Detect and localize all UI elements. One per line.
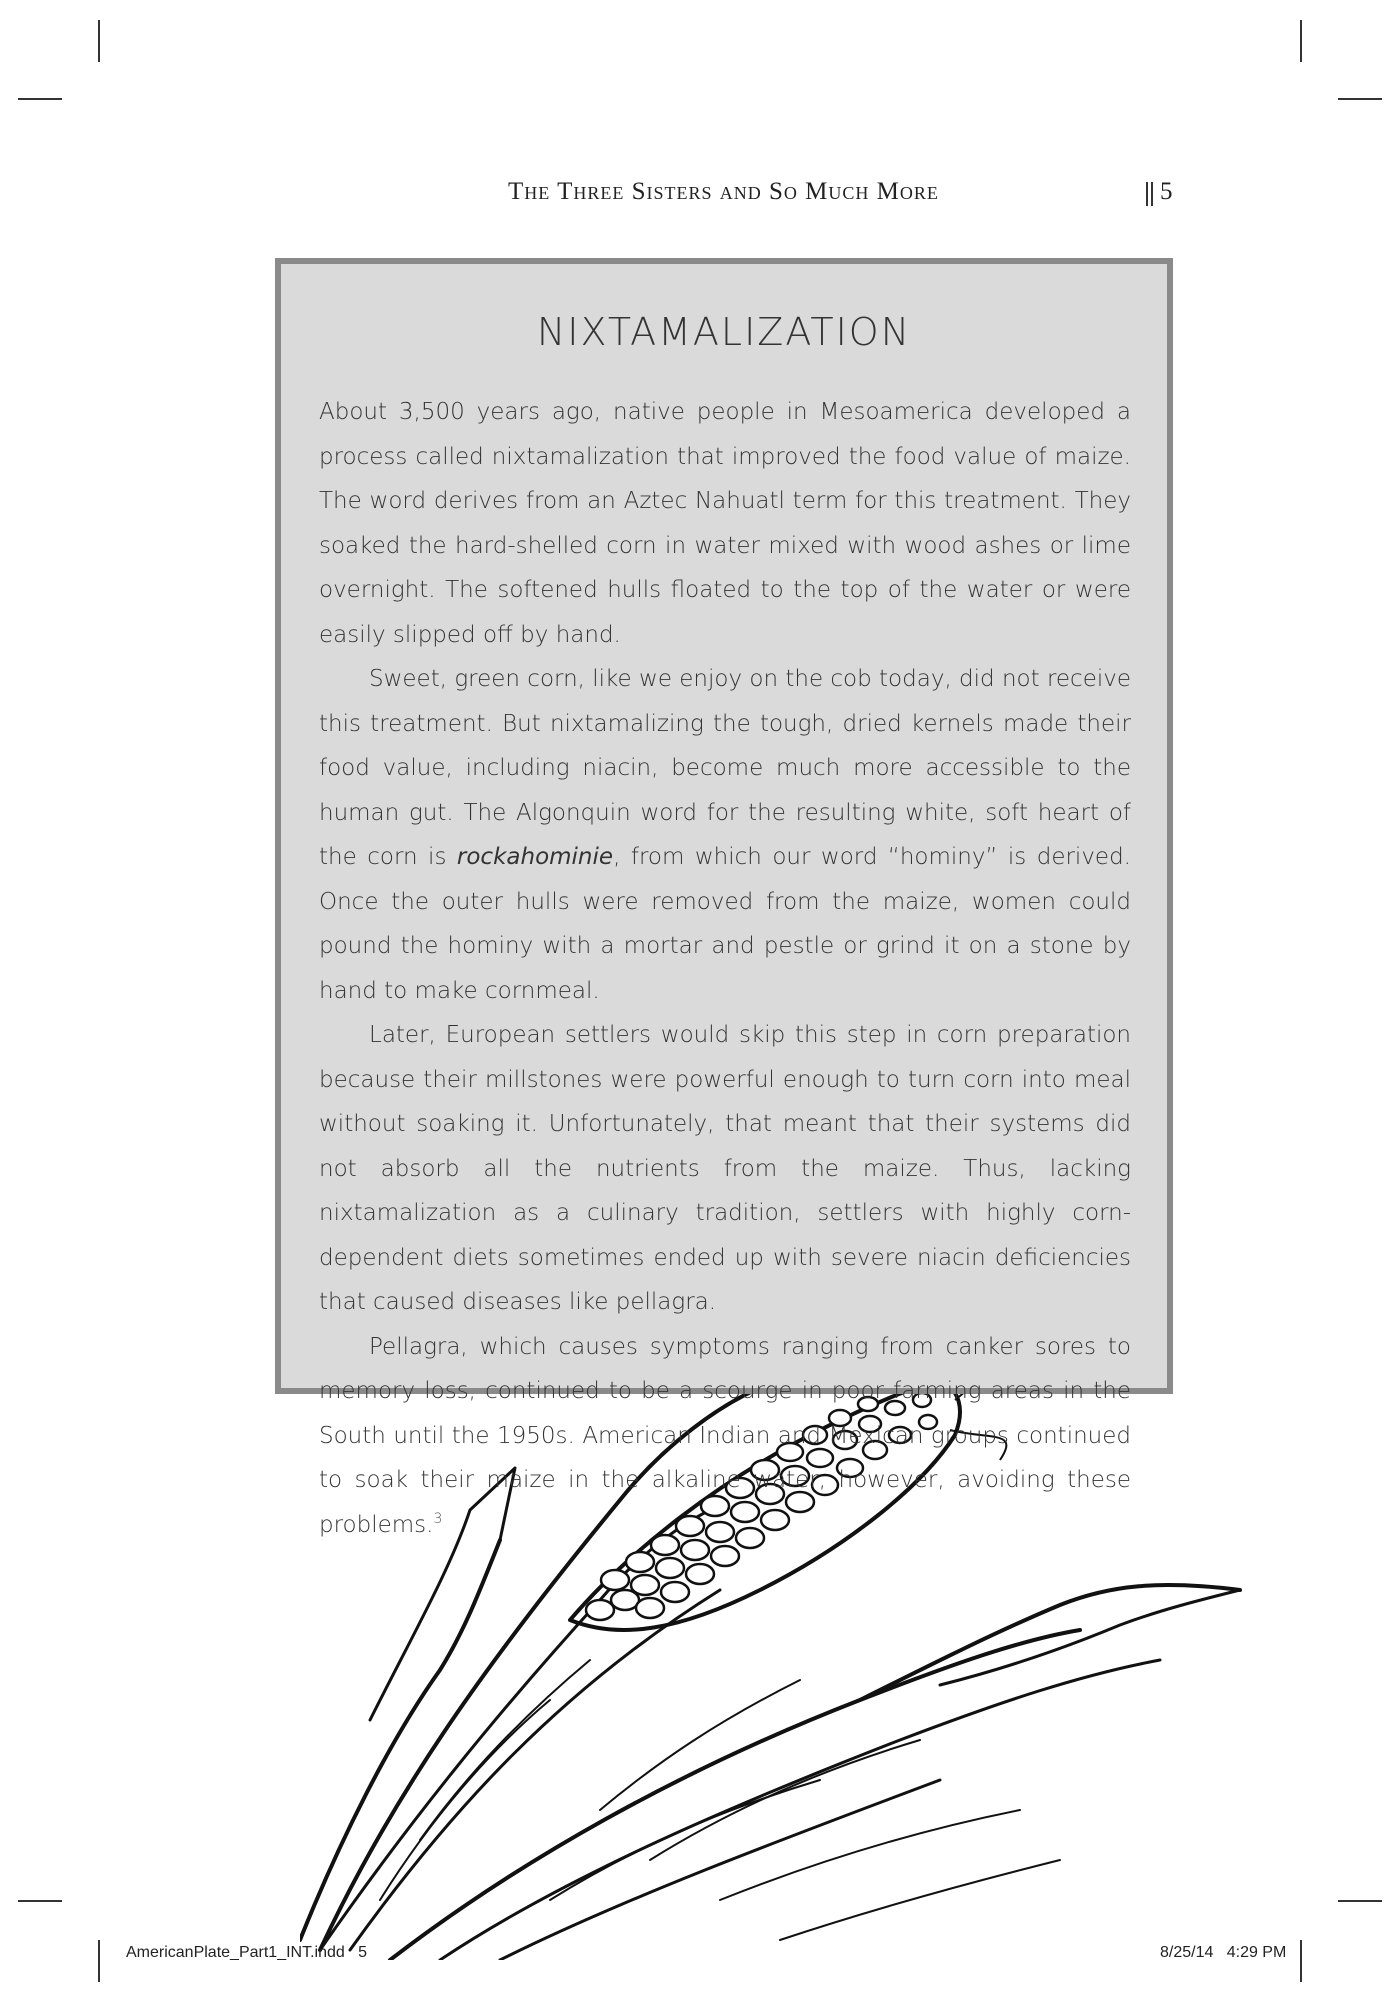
crop-mark (18, 98, 62, 100)
paragraph (319, 1325, 1131, 1548)
sidebar-title: NIXTAMALIZATION (536, 310, 912, 354)
slug-timestamp: 8/25/14 4:29 PM (1160, 1944, 1287, 1961)
slug-filename: AmericanPlate_Part1_INT.indd 5 (126, 1944, 368, 1961)
crop-mark (1300, 20, 1302, 62)
page-number: 5 (1160, 178, 1173, 205)
crop-mark (1338, 1900, 1382, 1902)
sidebar-body (319, 390, 1131, 1547)
crop-mark (1338, 98, 1382, 100)
footnote-marker: 3 (433, 1510, 443, 1527)
sidebar-box (275, 258, 1173, 1538)
italic-term: rockahominie (456, 844, 614, 870)
page-separator (1146, 182, 1153, 206)
paragraph-text: , from which our word “hominy” is derived. Once the outer hulls were removed from the maize, women could pound the hominy with a mortar and pestle or grind it on a stone by hand to make cornmeal. (319, 844, 1131, 1004)
crop-mark (98, 20, 100, 62)
paragraph (319, 657, 1131, 1013)
paragraph: Later, European settlers would skip this step in corn preparation because their millstones were powerful enough to turn corn into meal without soaking it. Unfortunately, that meant that their systems did not absorb all the nutrients from the maize. Thus, lacking nixtamalization as a culinary tradition, settlers with highly corn-dependent diets sometimes ended up with severe niacin deficiencies that caused diseases like pellagra. (319, 1022, 1131, 1315)
running-title: The Three Sisters and So Much More (508, 178, 939, 205)
crop-mark (18, 1900, 62, 1902)
paragraph-text: Sweet, green corn, like we enjoy on the cob today, did not receive this treatment. But nixtamalizing the tough, dried kernels made their food value, including niacin, become much more accessible to the human gut. The Algonquin word for the resulting white, soft heart of the corn is (319, 666, 1131, 870)
crop-mark (1300, 1940, 1302, 1982)
paragraph: About 3,500 years ago, native people in Mesoamerica developed a process called nixtamalization that improved the food value of maize. The word derives from an Aztec Nahuatl term for this treatment. They soaked the hard-shelled corn in water mixed with wood ashes or lime overnight. The softened hulls floated to the top of the water or were easily slipped off by hand. (319, 399, 1131, 648)
running-head (0, 178, 1400, 218)
crop-mark (98, 1940, 100, 1982)
paragraph-text: Pellagra, which causes symptoms ranging from canker sores to memory loss, continued to be a scourge in poor farming areas in the South until the 1950s. American Indian and Mexican groups continued to soak their maize in the alkaline water, however, avoiding these problems. (319, 1333, 1131, 1538)
